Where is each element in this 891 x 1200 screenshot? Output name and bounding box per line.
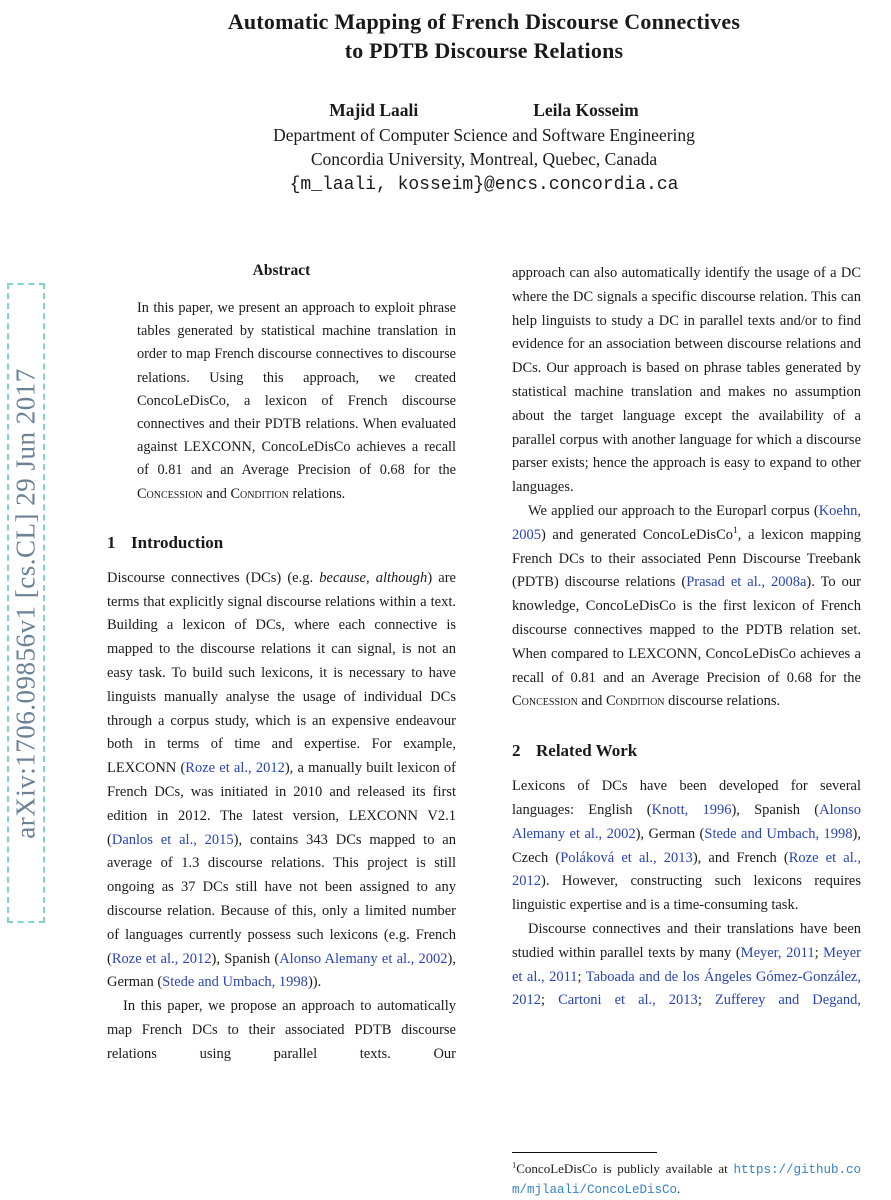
text-run: Condition xyxy=(230,485,289,502)
citation-link[interactable]: Poláková et al., 2013 xyxy=(560,849,693,866)
paragraph-approach-applied xyxy=(512,500,861,714)
text-run: Discourse connectives and their translations have been studied within parallel texts by many ( xyxy=(512,920,861,961)
text-run: ) and generated ConcoLeDisCo xyxy=(541,526,734,543)
citation-link[interactable]: Stede and Umbach, 1998 xyxy=(162,974,308,991)
text-run: ), and French ( xyxy=(692,849,789,866)
text-run: , xyxy=(365,569,376,586)
paragraph-related-work-2 xyxy=(512,918,861,1013)
citation-link[interactable]: Alonso Alemany et al., 2002 xyxy=(279,950,448,967)
text-run: ConcoLeDisCo is publicly available at xyxy=(516,1161,734,1176)
text-run: ; xyxy=(814,944,824,961)
section-title: Introduction xyxy=(131,532,224,552)
text-run: relations. xyxy=(288,485,346,502)
text-run: We applied our approach to the Europarl corpus ( xyxy=(528,502,819,519)
text-run: ), German ( xyxy=(107,950,456,991)
text-run: although xyxy=(375,569,428,586)
text-run: ) are terms that explicitly signal discourse relations within a text. Building a lexicon of DCs, where each connective is mapped to the discourse relations it can signal, is not an easy task. To build such lexicons, it is necessary to have linguists manually analyse the usage of individual DCs through a corpus study, which is an expensive endeavour both in terms of time and expertise. For example, LEXCONN ( xyxy=(107,569,456,777)
author-name-1: Majid Laali xyxy=(329,100,419,120)
text-run: because xyxy=(319,569,366,586)
affiliation-line-1: Department of Computer Science and Software Engineering xyxy=(273,124,695,145)
text-run: Concession xyxy=(512,693,578,710)
citation-link[interactable]: Cartoni et al., 2013 xyxy=(558,992,698,1009)
citation-link[interactable]: Taboada and de los Ángeles Gómez-González, 2012 xyxy=(512,968,861,1009)
text-run: ). To our knowledge, ConcoLeDisCo is the first lexicon of French discourse connectives mapped to the PDTB relation set. When compared to LEXCONN, ConcoLeDisCo achieves a recall of 0.81 and an Average Precision of 0.68 for the xyxy=(512,574,861,686)
text-run: and xyxy=(202,485,231,502)
text-run: ), contains 343 DCs mapped to an average of 1.3 discourse relations. This project is still ongoing as 37 DCs still have not been assigned to any discourse relation. Because of this, only a limited number of languages currently possess such lexicons (e.g. French ( xyxy=(107,831,456,967)
text-run: Discourse connectives (DCs) (e.g. xyxy=(107,569,320,586)
citation-link[interactable]: Meyer et al., 2011 xyxy=(512,944,862,985)
text-run: Lexicons of DCs have been developed for several languages: English ( xyxy=(512,778,861,818)
paragraph-related-work-1 xyxy=(512,775,861,918)
citation-link[interactable]: Zufferey and Degand, xyxy=(714,992,862,1009)
section-title: Related Work xyxy=(536,741,638,761)
citation-link[interactable]: Danlos et al., 2015 xyxy=(111,831,234,848)
text-run: Concession xyxy=(137,485,203,502)
text-run: discourse relations. xyxy=(664,693,781,710)
text-run: , a lexicon mapping French DCs to their associated Penn Discourse Treebank (PDTB) discourse relations ( xyxy=(512,526,861,591)
text-run: In this paper, we propose an approach to automatically map French DCs to their associated PDTB discourse relations using parallel texts. Our xyxy=(107,998,456,1062)
footnote xyxy=(512,1152,861,1199)
author-name-2: Leila Kosseim xyxy=(533,100,639,120)
text-run: Condition xyxy=(605,693,665,710)
author-emails: {m_laali, kosseim}@encs.concordia.ca xyxy=(289,174,679,195)
text-run: ; xyxy=(697,992,715,1009)
section-heading-introduction xyxy=(107,532,456,553)
text-run: ), Spanish ( xyxy=(731,801,820,818)
citation-link[interactable]: Koehn, 2005 xyxy=(512,502,861,543)
citation-link[interactable]: Roze et al., 2012 xyxy=(111,950,212,967)
text-run: ), Spanish ( xyxy=(211,950,280,967)
paper-header xyxy=(107,0,861,198)
citation-link[interactable]: Roze et al., 2012 xyxy=(185,760,285,777)
paragraph-introduction-1 xyxy=(107,567,456,995)
arxiv-identifier-text: arXiv:1706.09856v1 [cs.CL] 29 Jun 2017 xyxy=(10,367,41,839)
author-row xyxy=(107,98,861,123)
paragraph-introduction-2 xyxy=(107,995,456,1066)
paper-title xyxy=(107,8,861,65)
citation-link[interactable]: Knott, 1996 xyxy=(651,801,732,818)
title-line-2: to PDTB Discourse Relations xyxy=(344,37,624,63)
arxiv-banner xyxy=(7,283,45,923)
section-number: 1 xyxy=(107,532,116,552)
text-run: approach can also automatically identify the usage of a DC where the DC signals a specific discourse relation. This can help linguists to study a DC in parallel texts and/or to find evidence for an association between discourse relations and DCs. Our approach is based on phrase tables generated by statistical machine translation and makes no assumption about the target language except the availability of a parallel corpus with another language for which a discourse parser exists; hence the approach is easy to expand to other languages. xyxy=(512,265,861,496)
affiliation-line-2: Concordia University, Montreal, Quebec, Canada xyxy=(310,149,658,169)
left-column xyxy=(107,262,456,1200)
text-run: ; xyxy=(577,968,586,985)
citation-link[interactable]: Roze et al., 2012 xyxy=(512,849,861,890)
citation-link[interactable]: Meyer, 2011 xyxy=(740,944,815,961)
citation-link[interactable]: Stede and Umbach, 1998 xyxy=(704,825,853,842)
two-column-body xyxy=(107,262,861,1200)
text-run: ). However, constructing such lexicons requires linguistic expertise and is a time-consuming task. xyxy=(512,873,861,914)
citation-link[interactable]: Prasad et al., 2008a xyxy=(686,574,807,591)
abstract-heading: Abstract xyxy=(252,262,311,279)
footnote-text xyxy=(512,1160,861,1199)
text-run: )). xyxy=(307,974,322,991)
footnote-rule xyxy=(512,1152,657,1153)
text-run: and xyxy=(577,693,606,710)
url-link[interactable]: https://github.com/mjlaali/ConcoLeDisCo xyxy=(512,1163,861,1197)
right-column xyxy=(512,262,861,1200)
paragraph-introduction-continued xyxy=(512,262,861,500)
text-run: . xyxy=(677,1180,681,1196)
footnote-marker: 1 xyxy=(512,1159,517,1170)
section-number: 2 xyxy=(512,741,521,761)
section-heading-related-work xyxy=(512,740,861,761)
abstract-text xyxy=(137,297,456,506)
text-run: ), Czech ( xyxy=(512,825,861,866)
text-run: ; xyxy=(541,992,559,1009)
citation-link[interactable]: Alonso Alemany et al., 2002 xyxy=(512,801,861,842)
text-run: In this paper, we present an approach to exploit phrase tables generated by statistical machine translation in order to map French discourse connectives to discourse relations. Using this approach, we created ConcoLeDisCo, a lexicon of French discourse connectives and their PDTB relations. When evaluated against LEXCONN, ConcoLeDisCo achieves a recall of 0.81 and an Average Precision of 0.68 for the xyxy=(137,300,456,479)
text-run: ), a manually built lexicon of French DCs, was initiated in 2010 and released its first edition in 2012. The latest version, LEXCONN V2.1 ( xyxy=(107,760,456,848)
text-run: ), German ( xyxy=(635,825,705,842)
footnote-marker: 1 xyxy=(733,525,738,536)
title-line-1: Automatic Mapping of French Discourse Connectives xyxy=(227,9,741,34)
